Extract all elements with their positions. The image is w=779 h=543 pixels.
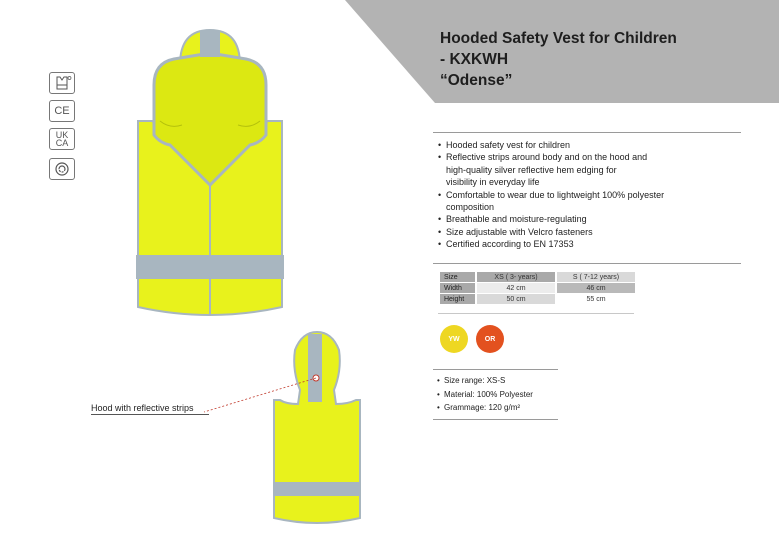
ukca-mark-icon: UK CA (49, 128, 75, 150)
title-line-1: Hooded Safety Vest for Children (440, 30, 677, 47)
vest-front-image (130, 25, 290, 325)
spec-list (436, 374, 533, 415)
callout-line (200, 370, 320, 420)
callout-underline (91, 414, 209, 415)
table-cell: Width (440, 283, 475, 293)
feature-item: • Breathable and moisture-regulating (436, 213, 736, 225)
table-bottom-rule (438, 313, 634, 314)
divider-top (433, 132, 741, 133)
table-row (440, 283, 635, 293)
spec-item: • Size range: XS-S (436, 374, 533, 388)
size-table (438, 271, 637, 305)
product-title (440, 28, 760, 91)
table-header-cell: S ( 7-12 years) (557, 272, 635, 282)
feature-list (436, 139, 736, 251)
spec-item: • Material: 100% Polyester (436, 388, 533, 402)
table-cell: 46 cm (557, 283, 635, 293)
spec-item: • Grammage: 120 g/m² (436, 401, 533, 415)
color-swatch-or: OR (476, 325, 504, 353)
table-cell: Height (440, 294, 475, 304)
table-row (440, 294, 635, 304)
feature-item: • Certified according to EN 17353 (436, 238, 736, 250)
ce-mark-icon: CE (49, 100, 75, 122)
vest-back-image (270, 330, 365, 525)
feature-item: • Size adjustable with Velcro fasteners (436, 226, 736, 238)
feature-item: • Comfortable to wear due to lightweight 100% polyester composition (436, 189, 736, 214)
recycle-icon (49, 158, 75, 180)
title-line-3: “Odense” (440, 72, 513, 89)
title-line-2: - KXKWH (440, 51, 509, 68)
table-cell: 55 cm (557, 294, 635, 304)
divider-specs-bottom (433, 419, 558, 420)
table-header-row (440, 272, 635, 282)
divider-mid (433, 263, 741, 264)
table-header-cell: Size (440, 272, 475, 282)
feature-item: • Reflective strips around body and on the hood and high-quality silver reflective hem edging for visibility in everyday life (436, 151, 736, 188)
divider-specs-top (433, 369, 558, 370)
color-swatch-yw: YW (440, 325, 468, 353)
callout-hood-label: Hood with reflective strips (91, 403, 194, 413)
table-header-cell: XS ( 3- years) (477, 272, 555, 282)
table-cell: 42 cm (477, 283, 555, 293)
feature-item: • Hooded safety vest for children (436, 139, 736, 151)
child-vest-icon (49, 72, 75, 94)
table-cell: 50 cm (477, 294, 555, 304)
